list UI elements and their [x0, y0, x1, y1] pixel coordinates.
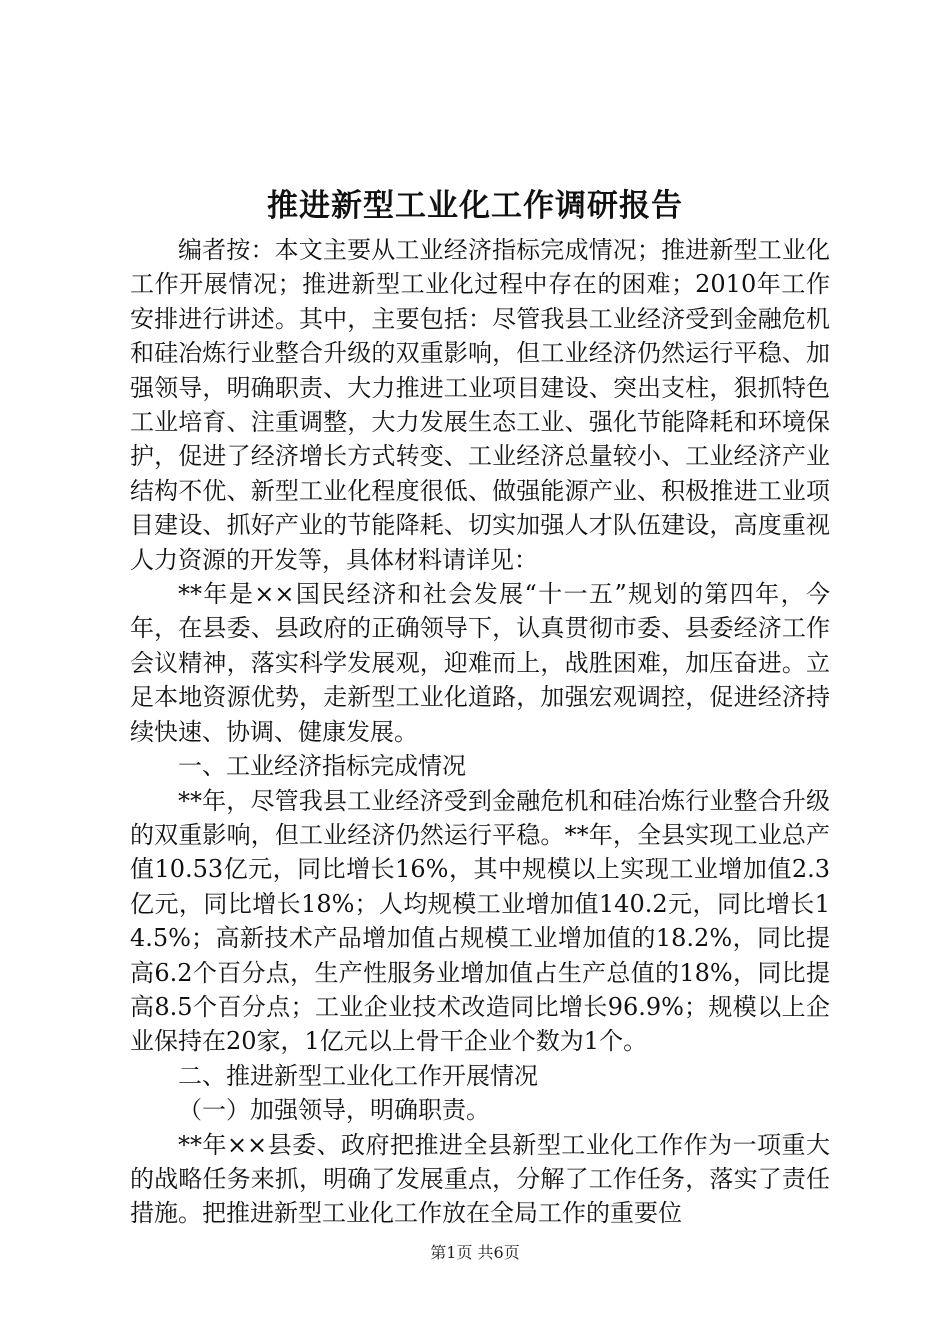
subsection-heading-1: （一）加强领导，明确职责。 — [178, 1096, 490, 1125]
intro-paragraph: **年是××国民经济和社会发展“十一五”规划的第四年，今年，在县委、县政府的正确领导下，认真贯彻市委、县委经济工作会议精神，落实科学发展观，迎难而上，战胜困难，加压奋进。立足本地资源优势，走新型工业化道路，加强宏观调控，促进经济持续快速、协调、健康发展。 — [130, 580, 830, 746]
section-heading-1: 一、工业经济指标完成情况 — [178, 752, 466, 781]
section-heading-2: 二、推进新型工业化工作开展情况 — [178, 1061, 538, 1090]
page-footer: 第1页 共6页 — [430, 1243, 520, 1262]
indicators-paragraph: **年，尽管我县工业经济受到金融危机和硅冶炼行业整合升级的双重影响，但工业经济仍然运行平稳。**年，全县实现工业总产值10.53亿元，同比增长16%，其中规模以上实现工业增加值2.3亿元，同比增长18%；人均规模工业增加值140.2元，同比增长14.5%；高新技术产品增加值占规模工业增加值的18.2%，同比提高6.2个百分点，生产性服务业增加值占生产总值的18%，同比提高8.5个百分点；工业企业技术改造同比增长96.9%；规模以上企业保持在20家，1亿元以上骨干企业个数为1个。 — [130, 786, 830, 1056]
leadership-paragraph: **年××县委、政府把推进全县新型工业化工作作为一项重大的战略任务来抓，明确了发展重点，分解了工作任务，落实了责任措施。把推进新型工业化工作放在全局工作的重要位 — [130, 1130, 830, 1228]
document-body — [130, 233, 830, 1231]
document-title: 推进新型工业化工作调研报告 — [267, 188, 683, 224]
editor-note-paragraph: 编者按：本文主要从工业经济指标完成情况；推进新型工业化工作开展情况；推进新型工业化过程中存在的困难；2010年工作安排进行讲述。其中，主要包括：尽管我县工业经济受到金融危机和硅冶炼行业整合升级的双重影响，但工业经济仍然运行平稳、加强领导，明确职责、大力推进工业项目建设、突出支柱，狠抓特色工业培育、注重调整，大力发展生态工业、强化节能降耗和环境保护，促进了经济增长方式转变、工业经济总量较小、工业经济产业结构不优、新型工业化程度很低、做强能源产业、积极推进工业项目建设、抓好产业的节能降耗、切实加强人才队伍建设，高度重视人力资源的开发等，具体材料请详见： — [130, 236, 830, 574]
